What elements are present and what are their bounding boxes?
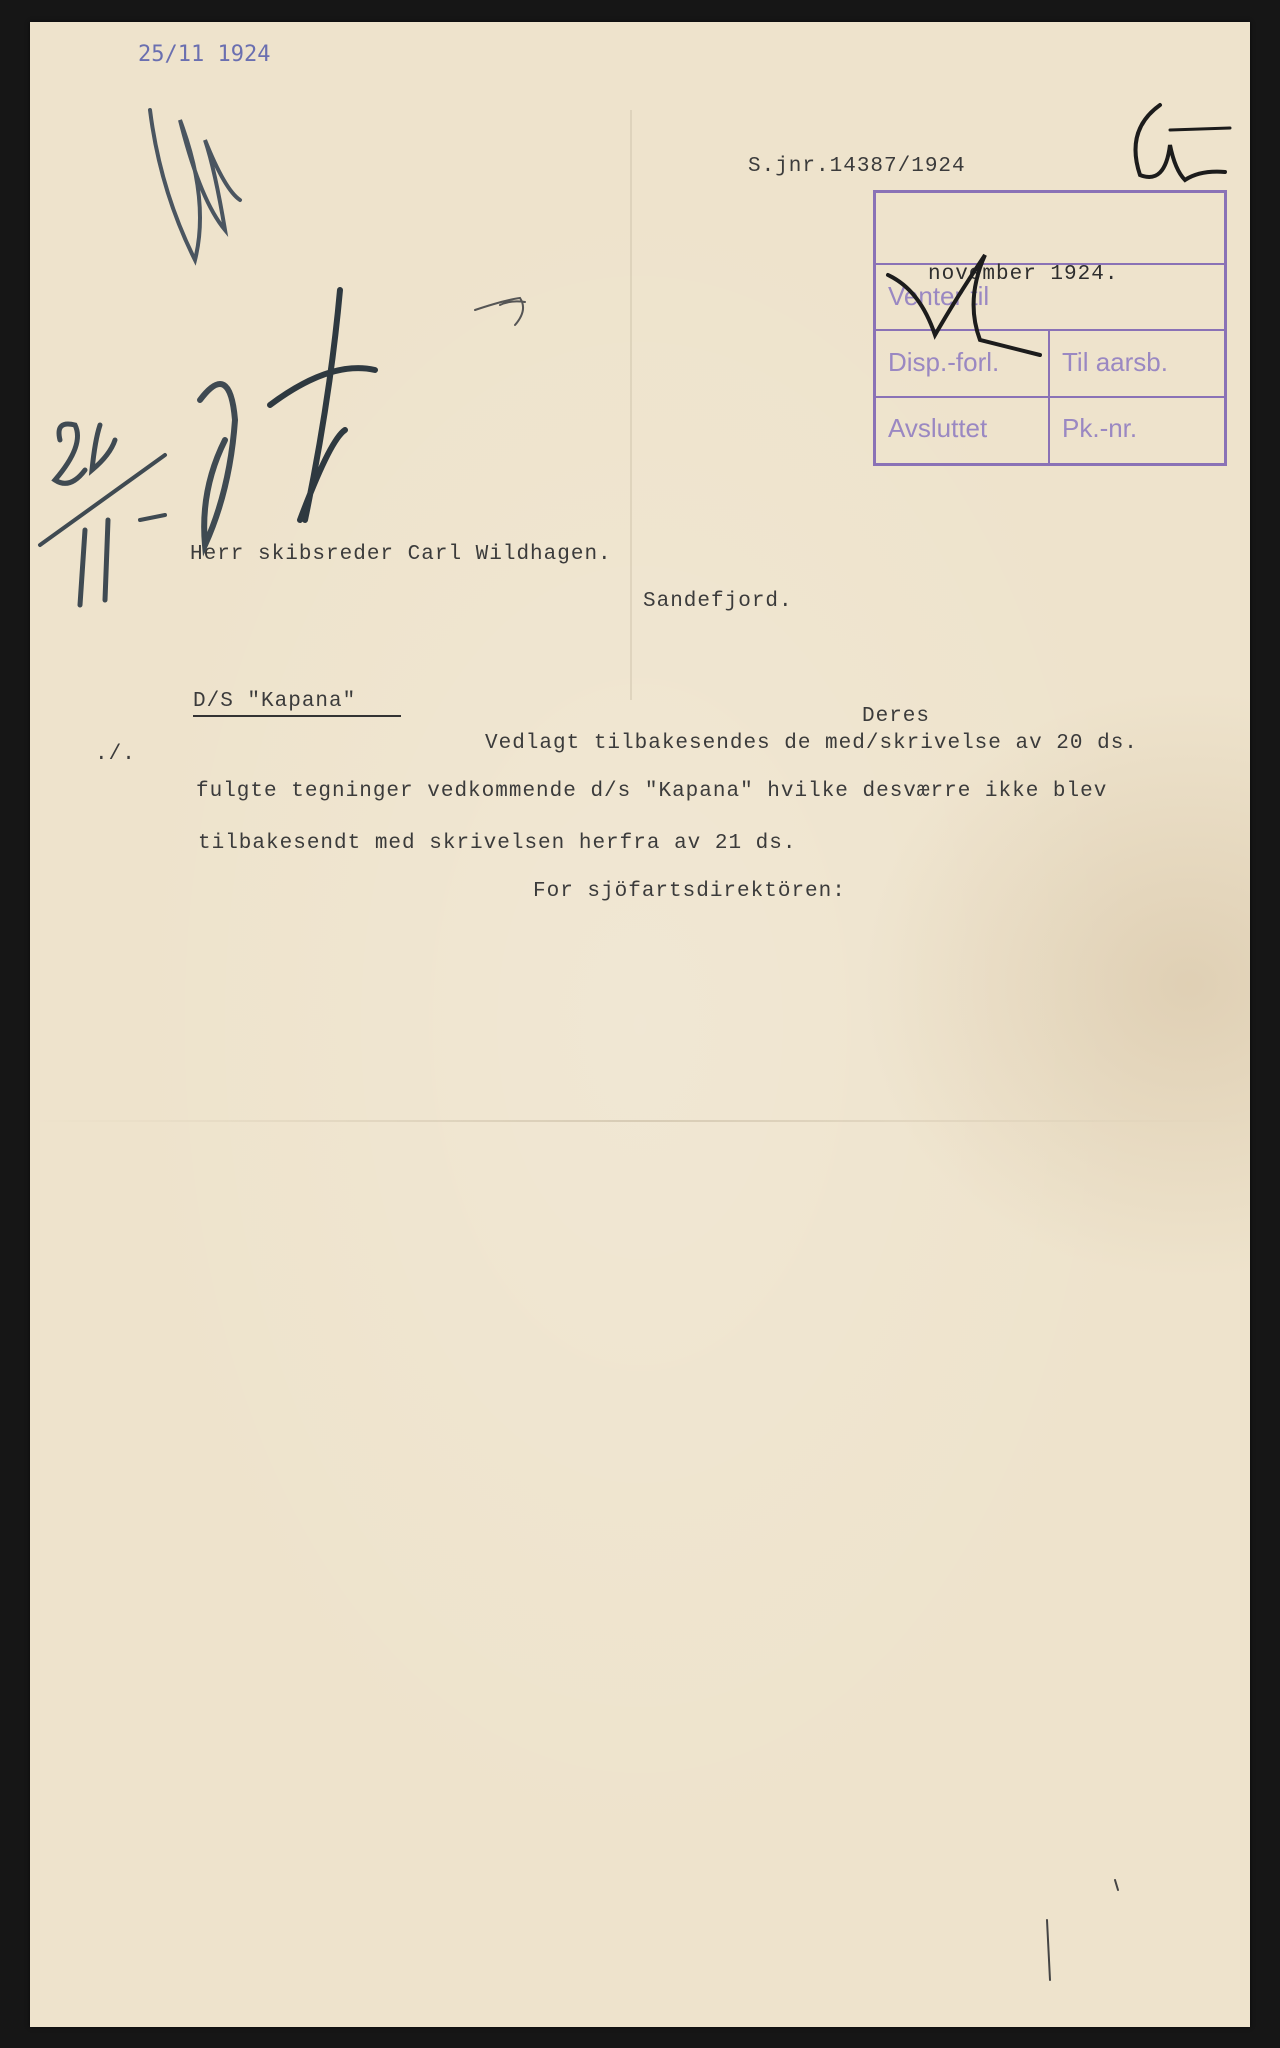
stamp-til-aarsb: Til aarsb. [1062,347,1168,377]
stamp-venter-til: Venter til [888,281,990,311]
edge-mark [1047,1920,1050,1980]
ink-initial-mark [1136,105,1226,180]
pencil-date-denominator [80,520,108,605]
pencil-fraction-bar [40,455,165,545]
body-line-2: fulgte tegninger vedkommende d/s "Kapana" hvilke desværre ikke blev [196,780,1108,803]
addressee-place: Sandefjord. [643,590,793,613]
pencil-initial-mark [150,110,240,260]
ink-initial-stroke [1170,128,1230,130]
date-stamp: 25/11 1924 [138,42,271,67]
stamp-disp-forl: Disp.-forl. [888,347,1000,377]
pencil-date-numerator-b [92,425,115,470]
signature-line: For sjöfartsdirektören: [533,880,846,903]
inserted-word: Deres [862,705,931,728]
body-line-3: tilbakesendt med skrivelsen herfra av 21 ds. [198,832,797,855]
pencil-signature-part2 [270,290,375,520]
pencil-date-numerator [55,424,85,483]
enclosure-mark: ./. [95,743,136,766]
subject-line: D/S "Kapana" [193,690,357,713]
pencil-dash [140,515,165,520]
body-line-1: Vedlagt tilbakesendes de med/skrivelse av 20 ds. [485,732,1138,755]
ink-stamp-check [888,255,1040,355]
edge-speck [1115,1880,1118,1890]
addressee-name: Herr skibsreder Carl Wildhagen. [190,543,612,566]
stamp-pk-nr: Pk.-nr. [1062,413,1138,443]
stamp-typed-date: november 1924. [928,263,1119,286]
pencil-signature-part1 [200,384,235,545]
stamp-avsluttet: Avsluttet [888,413,988,443]
journal-number: S.jnr.14387/1924 [748,155,966,178]
pencil-small-mark [475,298,525,325]
